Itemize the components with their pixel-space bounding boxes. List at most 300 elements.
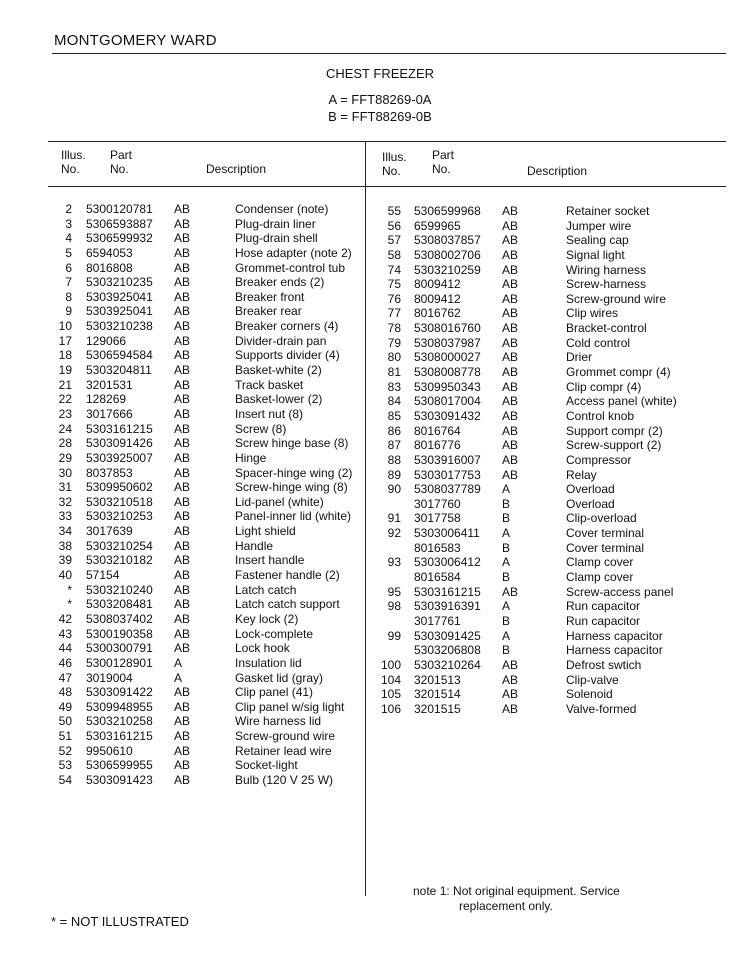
part-number: 5303208481: [86, 597, 153, 612]
model-code: AB: [502, 408, 519, 423]
part-description: Grommet-control tub: [235, 260, 346, 275]
part-number: 57154: [86, 568, 120, 583]
part-number: 5303210253: [86, 509, 153, 524]
table-row: [48, 700, 360, 715]
part-number: 5303210259: [414, 262, 481, 277]
right-description-header: Description: [527, 164, 588, 178]
illus-number: 10: [58, 319, 72, 334]
model-code: AB: [174, 582, 191, 597]
part-number: 5303161215: [86, 421, 153, 436]
right-rows: [379, 204, 724, 716]
part-description: Compressor: [566, 452, 632, 467]
part-description: Retainer socket: [566, 204, 650, 218]
part-number: 5303925007: [86, 450, 153, 465]
illus-number: 79: [387, 335, 401, 350]
table-row: [379, 453, 724, 468]
table-row: [379, 511, 724, 526]
part-number: 3017758: [414, 511, 461, 526]
part-description: Insert nut (8): [235, 406, 304, 421]
illus-number: 2: [65, 202, 72, 216]
illus-number: 54: [58, 772, 72, 787]
not-illustrated-legend: * = NOT ILLUSTRATED: [51, 914, 189, 929]
table-row: [48, 758, 360, 773]
table-row: [379, 438, 724, 453]
part-description: Overload: [566, 496, 615, 511]
part-description: Lock-complete: [235, 626, 314, 641]
illus-number: 99: [387, 628, 401, 643]
model-a-line: A = FFT88269-0A: [328, 92, 432, 107]
illus-number: 3: [65, 216, 72, 231]
table-row: [48, 509, 360, 524]
illus-number: 52: [58, 743, 72, 758]
table-row: [48, 641, 360, 656]
illus-number: 32: [58, 494, 72, 509]
part-number: 5303161215: [414, 584, 481, 599]
table-row: [48, 246, 360, 261]
model-code: AB: [502, 277, 519, 292]
part-number: 5308000027: [414, 350, 481, 365]
model-code: B: [502, 540, 511, 555]
part-description: Run capacitor: [566, 599, 641, 614]
model-code: AB: [174, 202, 191, 216]
part-number: 5303210182: [86, 553, 153, 568]
part-description: Lid-panel (white): [235, 494, 324, 509]
part-number: 5303210264: [414, 657, 481, 672]
illus-number: 57: [387, 233, 401, 248]
part-description: Cover terminal: [566, 540, 645, 555]
illus-number: 28: [58, 436, 72, 451]
left-part-header: Part No.: [110, 148, 133, 176]
illus-number: 9: [65, 304, 72, 319]
model-code: AB: [174, 406, 191, 421]
model-code: AB: [502, 365, 519, 380]
part-number: 6599965: [414, 218, 461, 233]
illus-number: 100: [380, 657, 401, 672]
part-description: Run capacitor: [566, 613, 641, 628]
table-row: [379, 233, 724, 248]
footnote-line-1: note 1: Not original equipment. Service: [413, 884, 620, 898]
model-code: AB: [502, 657, 519, 672]
part-number: 9950610: [86, 743, 133, 758]
illus-number: 24: [58, 421, 72, 436]
table-row: [48, 627, 360, 642]
part-description: Plug-drain liner: [235, 216, 316, 231]
illus-number: 46: [58, 655, 72, 670]
illus-number: 84: [387, 394, 401, 409]
model-code: AB: [502, 452, 519, 467]
model-code: AB: [174, 758, 191, 773]
illus-number: 42: [58, 611, 72, 626]
table-row: [379, 614, 724, 629]
table-row: [379, 541, 724, 556]
right-illus-header: Illus. No.: [382, 150, 407, 178]
table-row: [48, 583, 360, 598]
illus-number: 47: [58, 670, 72, 685]
illus-number: 4: [65, 231, 72, 246]
illus-number: 88: [387, 452, 401, 467]
model-code: A: [174, 670, 183, 685]
model-code: AB: [502, 423, 519, 438]
part-number: 3017639: [86, 524, 133, 539]
model-code: AB: [174, 494, 191, 509]
illus-number: 76: [387, 291, 401, 306]
table-row: [48, 202, 360, 217]
table-row: [48, 714, 360, 729]
part-description: Signal light: [566, 247, 625, 262]
model-code: AB: [174, 392, 191, 407]
part-description: Fastener handle (2): [235, 568, 340, 583]
illus-number: 56: [387, 218, 401, 233]
part-number: 5308017004: [414, 394, 481, 409]
part-description: Cover terminal: [566, 526, 645, 541]
part-description: Access panel (white): [566, 394, 677, 409]
part-number: 5303925041: [86, 289, 153, 304]
illus-number: 78: [387, 321, 401, 336]
illus-number: 39: [58, 553, 72, 568]
table-row: [48, 231, 360, 246]
part-number: 5306594584: [86, 348, 153, 363]
table-row: [379, 629, 724, 644]
model-code: AB: [502, 394, 519, 409]
table-row: [379, 585, 724, 600]
part-description: Clip panel (41): [235, 685, 314, 700]
model-code: AB: [502, 233, 519, 248]
table-row: [379, 219, 724, 234]
illus-number: 17: [58, 333, 72, 348]
part-number: 8016584: [414, 570, 461, 585]
model-code: AB: [174, 480, 191, 495]
illus-number: *: [67, 597, 72, 612]
part-description: Valve-formed: [566, 701, 637, 716]
part-description: Basket-lower (2): [235, 392, 323, 407]
model-code: B: [502, 570, 511, 585]
part-number: 8016762: [414, 306, 461, 321]
brand-header: MONTGOMERY WARD: [54, 32, 217, 49]
part-description: Defrost swtich: [566, 657, 642, 672]
table-row: [48, 744, 360, 759]
table-row: [379, 526, 724, 541]
table-row: [379, 277, 724, 292]
part-description: Screw-access panel: [566, 584, 674, 599]
part-number: 5308016760: [414, 321, 481, 336]
model-code: AB: [174, 509, 191, 524]
model-code: AB: [502, 247, 519, 262]
part-number: 5303091426: [86, 436, 153, 451]
illus-number: 92: [387, 526, 401, 541]
table-row: [48, 319, 360, 334]
illus-number: 74: [387, 262, 401, 277]
model-code: AB: [174, 304, 191, 319]
part-number: 5308002706: [414, 247, 481, 262]
part-description: Screw-harness: [566, 277, 647, 292]
part-description: Socket-light: [235, 758, 298, 773]
part-number: 5300300791: [86, 641, 153, 656]
illus-number: 104: [380, 672, 401, 687]
footnote-line-2: replacement only.: [459, 899, 553, 913]
part-number: 5303204811: [86, 363, 152, 378]
table-row: [48, 685, 360, 700]
table-row: [379, 248, 724, 263]
part-number: 5303017753: [414, 467, 481, 482]
model-code: AB: [174, 450, 191, 465]
model-code: A: [502, 526, 511, 541]
part-number: 3017666: [86, 406, 133, 421]
illus-number: 58: [387, 247, 401, 262]
part-description: Clip-overload: [566, 511, 637, 526]
illus-number: 29: [58, 450, 72, 465]
part-description: Breaker ends (2): [235, 275, 325, 290]
part-number: 8016583: [414, 540, 461, 555]
table-row: [48, 261, 360, 276]
model-code: AB: [174, 465, 191, 480]
model-code: AB: [174, 363, 191, 378]
table-row: [48, 392, 360, 407]
table-row: [48, 275, 360, 290]
illus-number: 44: [58, 641, 72, 656]
part-description: Plug-drain shell: [235, 231, 318, 246]
illus-number: 43: [58, 626, 72, 641]
model-code: AB: [174, 216, 191, 231]
part-description: Wire harness lid: [235, 714, 322, 729]
model-code: AB: [174, 611, 191, 626]
table-row: [48, 407, 360, 422]
illus-number: 40: [58, 568, 72, 583]
part-number: 5300190358: [86, 626, 153, 641]
illus-number: 22: [58, 392, 72, 407]
illus-number: 86: [387, 423, 401, 438]
illus-number: 93: [387, 555, 401, 570]
illus-number: 85: [387, 408, 401, 423]
part-number: 5303206808: [414, 643, 481, 658]
part-number: 5306593887: [86, 216, 153, 231]
part-number: 5306599968: [414, 204, 481, 218]
part-description: Hinge: [235, 450, 267, 465]
part-number: 5308008778: [414, 365, 481, 380]
model-code: AB: [174, 641, 191, 656]
table-row: [48, 524, 360, 539]
part-number: 5303091432: [414, 408, 481, 423]
part-number: 5300120781: [86, 202, 153, 216]
illus-number: 18: [58, 348, 72, 363]
part-number: 5303161215: [86, 729, 153, 744]
left-description-header: Description: [206, 162, 267, 176]
table-row: [48, 422, 360, 437]
part-description: Breaker rear: [235, 304, 302, 319]
model-code: AB: [174, 260, 191, 275]
model-code: AB: [502, 584, 519, 599]
illus-number: 89: [387, 467, 401, 482]
part-description: Harness capacitor: [566, 643, 663, 658]
illus-number: 38: [58, 538, 72, 553]
part-number: 129066: [86, 333, 127, 348]
model-code: AB: [502, 701, 519, 716]
part-number: 5303210235: [86, 275, 153, 290]
table-row: [48, 671, 360, 686]
model-code: AB: [502, 687, 519, 702]
part-number: 5303091423: [86, 772, 153, 787]
illus-number: 51: [58, 729, 72, 744]
model-code: AB: [174, 333, 191, 348]
right-part-header: Part No.: [432, 148, 455, 176]
table-row: [379, 365, 724, 380]
table-row: [48, 729, 360, 744]
model-code: AB: [174, 436, 191, 451]
part-description: Retainer lead wire: [235, 743, 332, 758]
part-description: Handle: [235, 538, 274, 553]
part-number: 3201514: [414, 687, 461, 702]
table-row: [379, 555, 724, 570]
part-description: Spacer-hinge wing (2): [235, 465, 353, 480]
illus-number: 77: [387, 306, 401, 321]
part-number: 5303916391: [414, 599, 481, 614]
model-code: AB: [502, 335, 519, 350]
table-row: [379, 570, 724, 585]
part-number: 5303091422: [86, 685, 153, 700]
part-number: 5308037987: [414, 335, 481, 350]
illus-number: 8: [65, 289, 72, 304]
illus-number: 7: [65, 275, 72, 290]
part-number: 3017760: [414, 496, 461, 511]
illus-number: 19: [58, 363, 72, 378]
model-code: A: [502, 599, 511, 614]
illus-number: 83: [387, 379, 401, 394]
part-description: Drier: [566, 350, 592, 365]
illus-number: 105: [380, 687, 401, 702]
table-row: [379, 394, 724, 409]
illus-number: 5: [65, 245, 72, 260]
model-code: AB: [174, 772, 191, 787]
table-row: [379, 306, 724, 321]
illus-number: 98: [387, 599, 401, 614]
part-description: Screw-ground wire: [566, 291, 667, 306]
table-row: [48, 304, 360, 319]
part-description: Track basket: [235, 377, 304, 392]
part-number: 8037853: [86, 465, 133, 480]
model-code: AB: [174, 377, 191, 392]
model-code: AB: [502, 438, 519, 453]
part-number: 5309950602: [86, 480, 153, 495]
part-description: Support compr (2): [566, 423, 663, 438]
model-code: AB: [174, 245, 191, 260]
part-number: 128269: [86, 392, 127, 407]
header-rule: [52, 53, 726, 54]
illus-number: 49: [58, 699, 72, 714]
illus-number: 55: [387, 204, 401, 218]
model-code: B: [502, 643, 511, 658]
table-header-rule: [48, 186, 726, 187]
footnote: [413, 884, 620, 914]
part-description: Clip-valve: [566, 672, 619, 687]
illus-number: 80: [387, 350, 401, 365]
part-number: 5300128901: [86, 655, 153, 670]
part-number: 3201531: [86, 377, 133, 392]
part-number: 3201515: [414, 701, 461, 716]
part-description: Relay: [566, 467, 597, 482]
table-row: [379, 321, 724, 336]
table-row: [48, 612, 360, 627]
model-code: AB: [174, 699, 191, 714]
part-number: 5309950343: [414, 379, 481, 394]
parts-table: [48, 141, 726, 913]
part-number: 5303210258: [86, 714, 153, 729]
left-illus-header: Illus. No.: [61, 148, 86, 176]
part-number: 3019004: [86, 670, 133, 685]
part-number: 5303210240: [86, 582, 153, 597]
model-code: AB: [174, 348, 191, 363]
part-description: Jumper wire: [566, 218, 632, 233]
model-code: A: [174, 655, 183, 670]
part-description: Gasket lid (gray): [235, 670, 324, 685]
model-code: A: [502, 628, 511, 643]
part-description: Grommet compr (4): [566, 365, 671, 380]
model-code: AB: [174, 289, 191, 304]
part-description: Breaker front: [235, 289, 305, 304]
part-description: Harness capacitor: [566, 628, 663, 643]
illus-number: 33: [58, 509, 72, 524]
part-number: 3017761: [414, 613, 461, 628]
model-code: AB: [502, 291, 519, 306]
table-row: [379, 599, 724, 614]
part-number: 5303916007: [414, 452, 481, 467]
table-row: [48, 217, 360, 232]
table-row: [379, 643, 724, 658]
table-row: [379, 336, 724, 351]
table-row: [48, 656, 360, 671]
model-code: AB: [174, 714, 191, 729]
part-number: 5306599955: [86, 758, 153, 773]
table-row: [48, 466, 360, 481]
table-row: [48, 436, 360, 451]
table-row: [379, 702, 724, 717]
part-description: Control knob: [566, 408, 635, 423]
table-row: [48, 348, 360, 363]
part-description: Supports divider (4): [235, 348, 340, 363]
left-rows: [48, 202, 360, 788]
model-code: A: [502, 555, 511, 570]
part-number: 5303925041: [86, 304, 153, 319]
model-code: AB: [502, 467, 519, 482]
model-code: B: [502, 496, 511, 511]
model-code: AB: [174, 568, 191, 583]
part-description: Breaker corners (4): [235, 319, 339, 334]
part-description: Light shield: [235, 524, 296, 539]
illus-number: 75: [387, 277, 401, 292]
table-row: [48, 773, 360, 788]
model-b-line: B = FFT88269-0B: [328, 109, 432, 124]
illus-number: 50: [58, 714, 72, 729]
model-code: A: [502, 482, 511, 497]
illus-number: 90: [387, 482, 401, 497]
table-row: [379, 409, 724, 424]
part-number: 8009412: [414, 291, 461, 306]
table-row: [48, 539, 360, 554]
illus-number: 6: [65, 260, 72, 275]
model-code: AB: [502, 218, 519, 233]
table-row: [379, 658, 724, 673]
table-row: [48, 568, 360, 583]
part-description: Screw-ground wire: [235, 729, 336, 744]
table-row: [48, 553, 360, 568]
table-row: [379, 497, 724, 512]
part-number: 5308037402: [86, 611, 153, 626]
part-number: 5309948955: [86, 699, 153, 714]
table-row: [379, 482, 724, 497]
illus-number: 23: [58, 406, 72, 421]
table-row: [48, 290, 360, 305]
part-description: Divider-drain pan: [235, 333, 327, 348]
model-code: AB: [174, 626, 191, 641]
part-number: 5308037857: [414, 233, 481, 248]
